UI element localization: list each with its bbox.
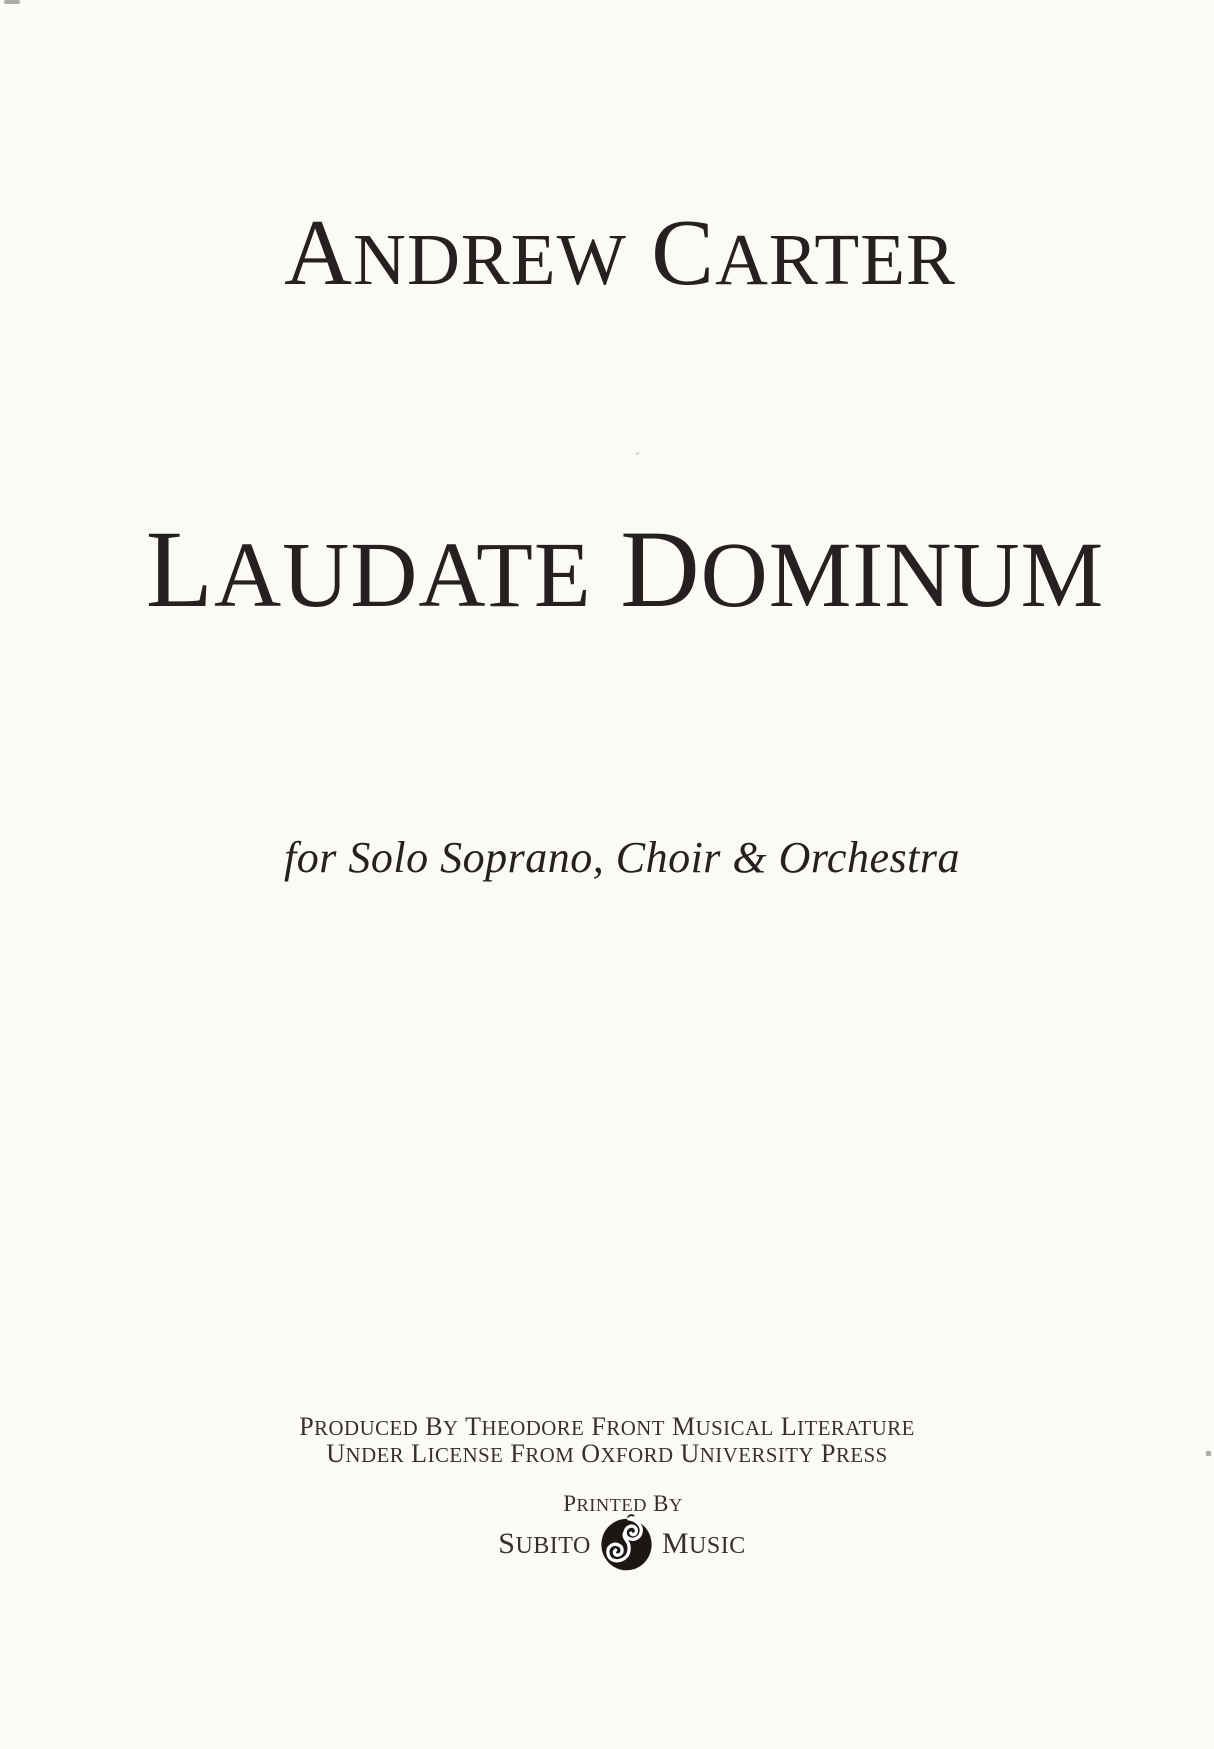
publisher-row: [15, 1514, 1214, 1573]
production-credit-block: [0, 1414, 1214, 1468]
work-title: LAUDATE DOMINUM: [145, 508, 1105, 630]
s-scroll-icon: [601, 1515, 651, 1570]
work-subtitle: for Solo Soprano, Choir & Orchestra: [284, 833, 960, 882]
subito-music-logo: [598, 1514, 655, 1573]
scan-speck: [636, 452, 639, 455]
publisher-name-subito: SUBITO: [498, 1526, 591, 1560]
production-credit-line1: PRODUCED BY THEODORE FRONT MUSICAL LITERATURE: [299, 1412, 915, 1441]
composer-name: ANDREW CARTER: [284, 201, 956, 305]
printed-by-label: PRINTED BY: [563, 1491, 683, 1516]
scan-speck: [4, 0, 20, 4]
production-credit-line2: UNDER LICENSE FROM OXFORD UNIVERSITY PRESS: [326, 1439, 888, 1468]
publisher-name-music: MUSIC: [661, 1526, 746, 1560]
